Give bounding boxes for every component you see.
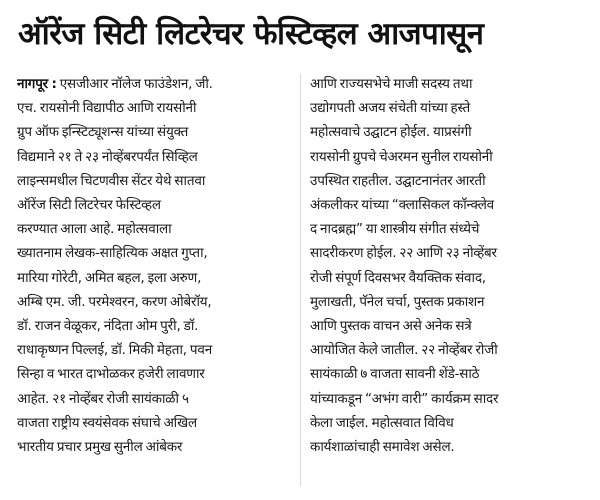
article-line: सिन्हा व भारत दाभोळकर हजेरी लावणार xyxy=(17,366,205,383)
article-line: करण्यात आला आहे. महोत्सवाला xyxy=(17,221,172,238)
article-line: महोत्सवाचे उद्घाटन होईल. याप्रसंगी xyxy=(310,124,472,141)
article-line xyxy=(17,72,299,96)
article-line: यांच्याकडून “अभंग वारी” कार्यक्रम सादर xyxy=(310,390,499,407)
article-dateline: नागपूर : xyxy=(17,76,57,92)
article-line: आणि पुस्तक वाचन असे अनेक सत्रे xyxy=(310,318,472,335)
article-line: मारिया गोरेटी, अमित बहल, इला अरुण, xyxy=(17,269,202,286)
article-line: ग्रुप ऑफ इन्स्टिट्यूशन्स यांच्या संयुक्त xyxy=(17,124,189,141)
article-line: रोजी संपूर्ण दिवसभर वैयक्तिक संवाद, xyxy=(310,269,486,286)
article-line: उद्योगपती अजय संचेती यांच्या हस्ते xyxy=(310,100,470,117)
article-line: ख्यातनाम लेखक-साहित्यिक अक्षत गुप्ता, xyxy=(17,245,208,262)
article-line: केला जाईल. महोत्सवात विविध xyxy=(310,414,454,431)
article-line: मुलाखती, पॅनेल चर्चा, पुस्तक प्रकाशन xyxy=(310,293,485,310)
article-line: रायसोनी ग्रुपचे चेअरमन सुनील रायसोनी xyxy=(310,148,493,165)
article-line: उपस्थित राहतील. उद्घाटनानंतर आरती xyxy=(310,172,486,189)
article-headline: ऑरेंज सिटी लिटरेचर फेस्टिव्हल आजपासून xyxy=(18,16,484,52)
article-line: लाइन्समधील चिटणवीस सेंटर येथे सातवा xyxy=(17,172,206,189)
article-line: सादरीकरण होईल. २२ आणि २३ नोव्हेंबर xyxy=(310,245,497,262)
article-line-text: एसजीआर नॉलेज फाउंडेशन, जी. xyxy=(56,76,213,92)
article-line: कार्यशाळांचाही समावेश असेल. xyxy=(310,439,455,456)
article-line: एच. रायसोनी विद्यापीठ आणि रायसोनी xyxy=(17,100,197,117)
article-line: विद्यमाने २१ ते २३ नोव्हेंबरपर्यंत सिव्हिल xyxy=(17,148,198,165)
article-line: ऑरेंज सिटी लिटरेचर फेस्टिव्हल xyxy=(17,197,161,214)
article-line: अम्बि एम. जी. परमेश्वरन, करण ओबेरॉय, xyxy=(17,293,212,310)
article-line: राधाकृष्णन पिल्लई, डॉ. मिकी मेहता, पवन xyxy=(17,342,213,359)
article-line: आणि राज्यसभेचे माजी सदस्य तथा xyxy=(310,76,473,92)
article-line: भारतीय प्रचार प्रमुख सुनील आंबेकर xyxy=(17,439,183,456)
article-line: द नादब्रह्म” या शास्त्रीय संगीत संध्येचे xyxy=(310,221,480,238)
article-line: वाजता राष्ट्रीय स्वयंसेवक संघाचे अखिल xyxy=(17,414,197,431)
column-divider xyxy=(300,74,301,486)
article-line: सायंकाळी ७ वाजता सावनी शेंडे-साठे xyxy=(310,366,480,383)
article-column-right xyxy=(310,72,590,459)
article-line: डॉ. राजन वेळूकर, नंदिता ओम पुरी, डॉ. xyxy=(17,318,199,335)
article-line: अंकलीकर यांच्या “क्लासिकल कॉन्क्लेव xyxy=(310,197,494,214)
article-column-left xyxy=(17,72,299,459)
article-line: आहेत. २१ नोव्हेंबर रोजी सायंकाळी ५ xyxy=(17,390,189,407)
article-line: आयोजित केले जातील. २२ नोव्हेंबर रोजी xyxy=(310,342,498,359)
